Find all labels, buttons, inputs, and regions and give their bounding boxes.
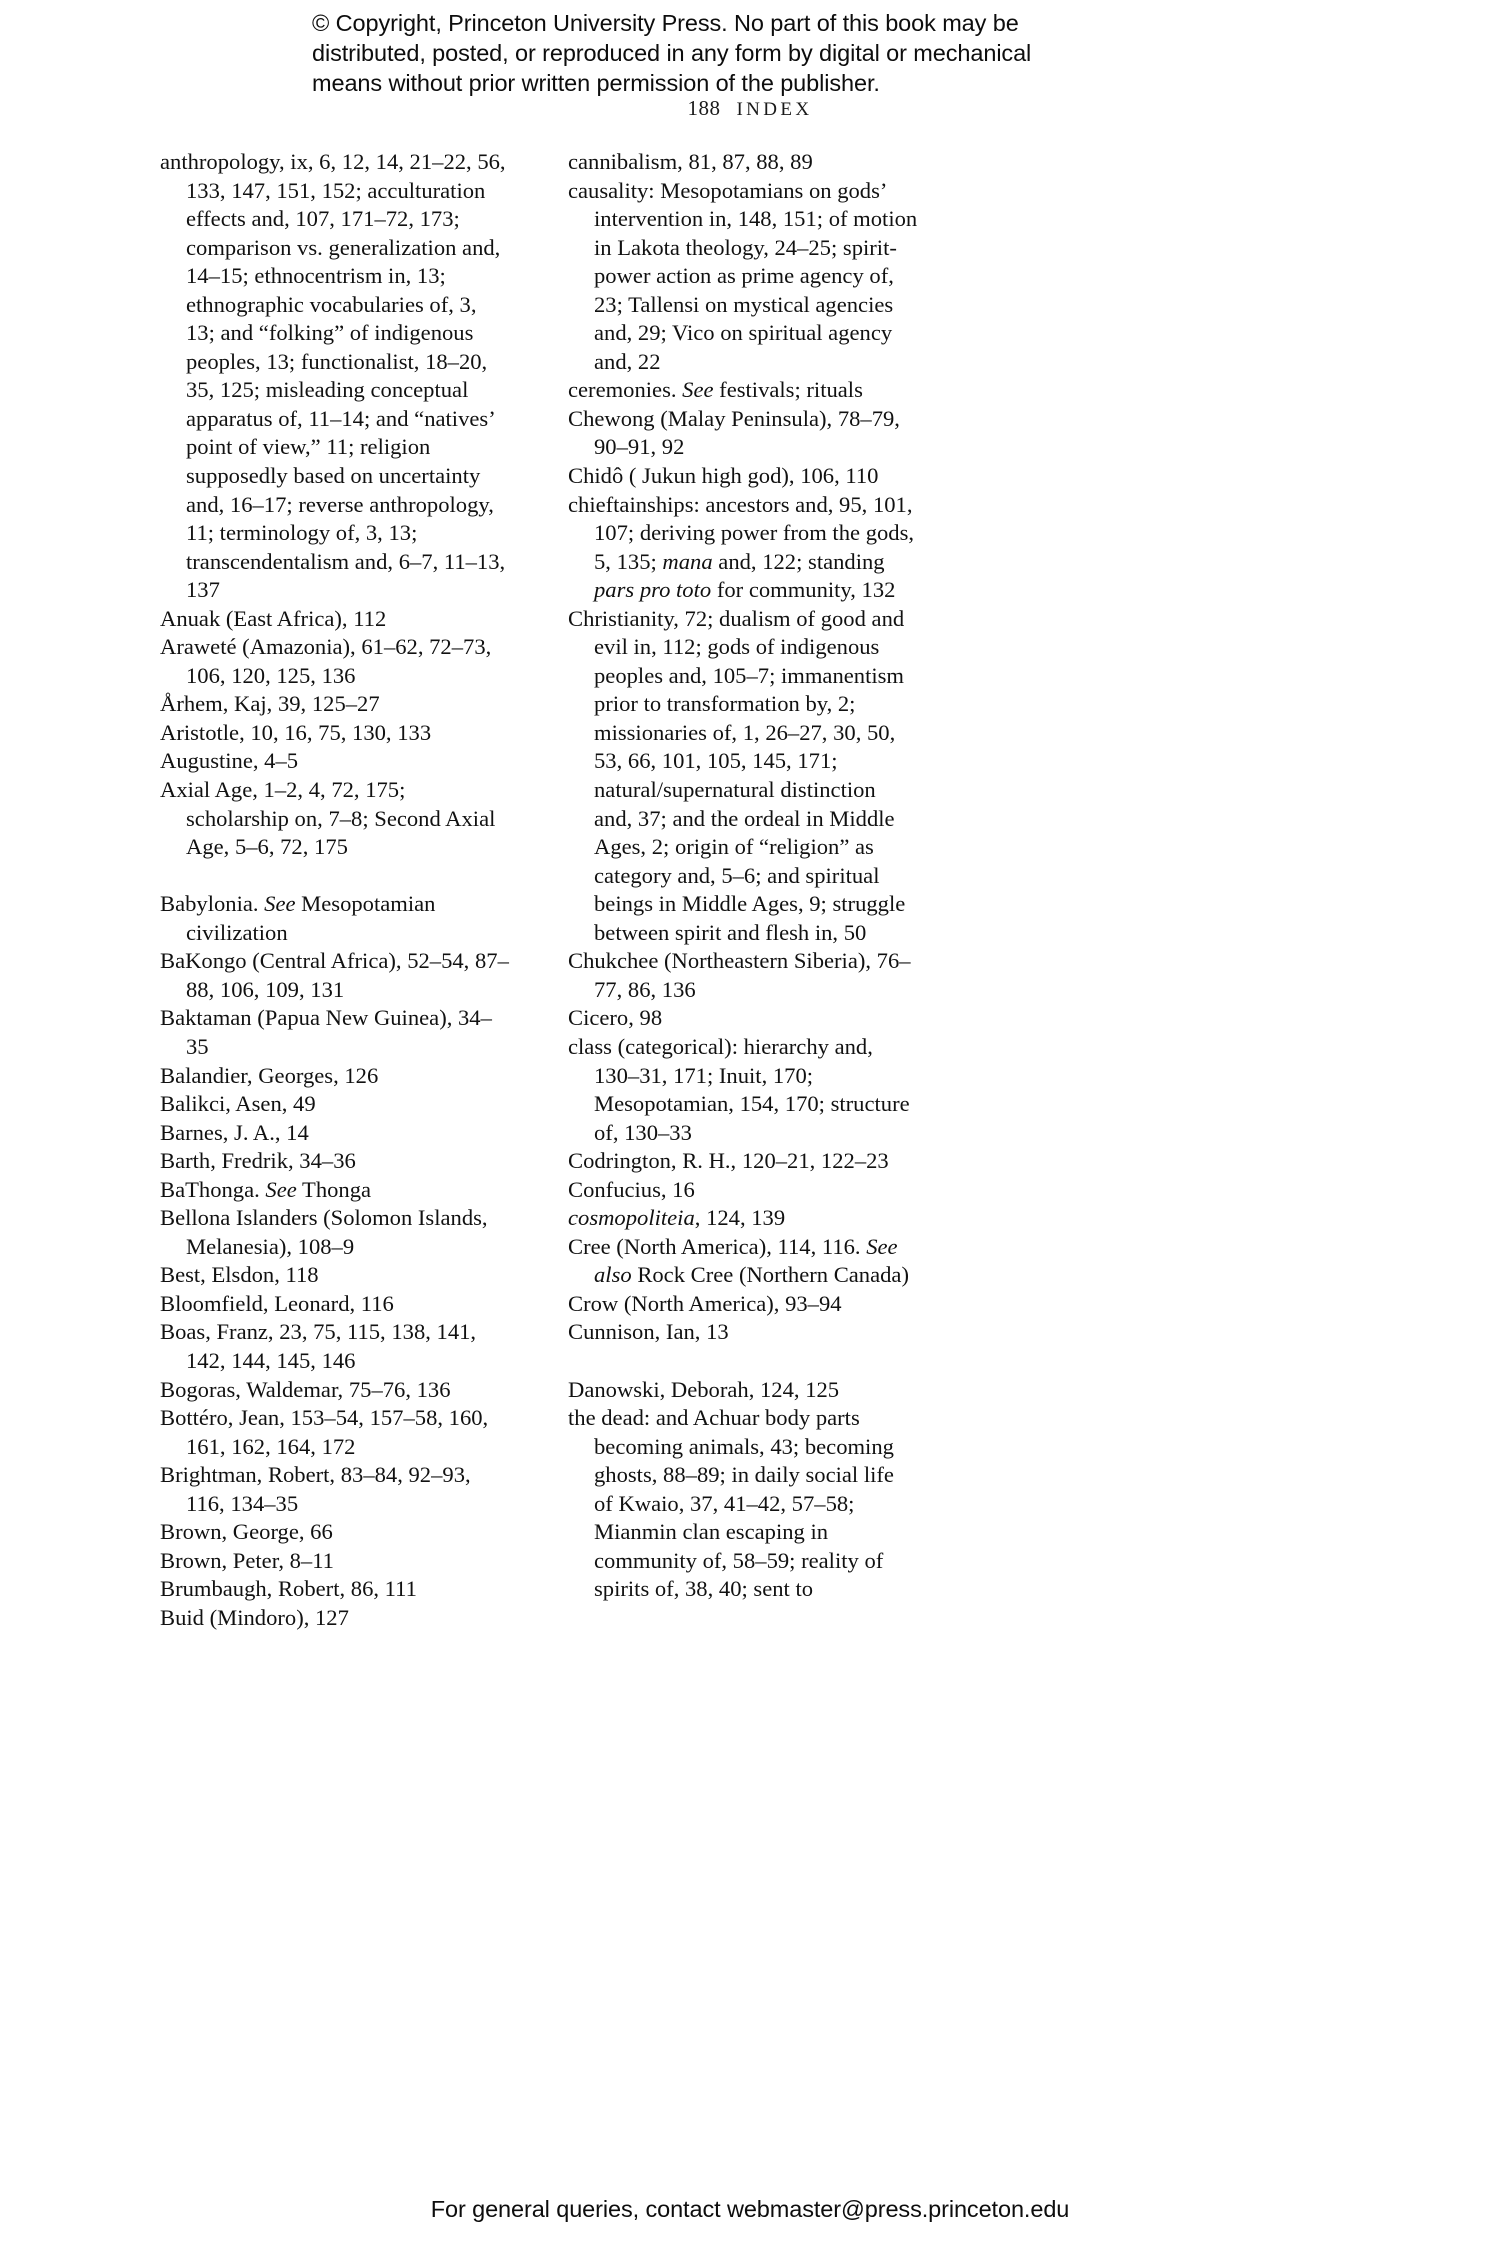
- running-head-label: INDEX: [736, 99, 813, 120]
- index-entry: Araweté (Amazonia), 61–62, 72–73, 106, 120, 125, 136: [160, 634, 492, 688]
- index-entry: Axial Age, 1–2, 4, 72, 175; scholarship on, 7–8; Second Axial Age, 5–6, 72, 175: [160, 777, 496, 860]
- index-entry: cosmopoliteia, 124, 139: [568, 1205, 786, 1231]
- index-letter-break: [568, 1347, 918, 1376]
- index-entry: Crow (North America), 93–94: [568, 1290, 842, 1316]
- index-entry: Cicero, 98: [568, 1005, 663, 1031]
- index-entry: class (categorical): hierarchy and, 130–31, 171; Inuit, 170; Mesopotamian, 154, 170; structure of, 130–33: [568, 1033, 910, 1145]
- index-entry: Baktaman (Papua New Guinea), 34–35: [160, 1005, 492, 1059]
- index-entry: Bloomfield, Leonard, 116: [160, 1290, 394, 1316]
- index-entry: Cunnison, Ian, 13: [568, 1319, 729, 1345]
- index-entry: BaThonga. See Thonga: [160, 1176, 372, 1202]
- index-entry: anthropology, ix, 6, 12, 14, 21–22, 56, 133, 147, 151, 152; acculturation effects and, 107, 171–72, 173; comparison vs. generalization and, 14–15; ethnocentrism in, 13; ethnographic vocabularies of, 3, 13; and “folking” of indigenous peoples, 13; functionalist, 18–20, 35, 125; misleading conceptual apparatus of, 11–14; and “natives’ point of view,” 11; religion supposedly based on uncertainty and, 16–17; reverse anthropology, 11; terminology of, 3, 13; transcendentalism and, 6–7, 11–13, 137: [160, 149, 506, 603]
- copyright-notice: [312, 8, 1192, 98]
- index-entry: Buid (Mindoro), 127: [160, 1604, 349, 1630]
- index-entry: Bogoras, Waldemar, 75–76, 136: [160, 1376, 451, 1402]
- index-letter-break: [160, 862, 510, 891]
- index-entry: Brightman, Robert, 83–84, 92–93, 116, 134–35: [160, 1462, 471, 1516]
- index-entry: Anuak (East Africa), 112: [160, 605, 387, 631]
- running-head: [0, 96, 1500, 121]
- index-entry: Bottéro, Jean, 153–54, 157–58, 160, 161, 162, 164, 172: [160, 1405, 489, 1459]
- index-entry: Brown, George, 66: [160, 1519, 333, 1545]
- index-entry: Codrington, R. H., 120–21, 122–23: [568, 1148, 889, 1174]
- index-entry: Chewong (Malay Peninsula), 78–79, 90–91, 92: [568, 405, 900, 460]
- index-columns: [160, 148, 1350, 1632]
- index-entry: Barnes, J. A., 14: [160, 1119, 309, 1145]
- index-entry: BaKongo (Central Africa), 52–54, 87–88, 106, 109, 131: [160, 948, 509, 1002]
- index-entry: Chidô ( Jukun high god), 106, 110: [568, 463, 879, 489]
- copyright-line-3: means without prior written permission of the publisher.: [312, 70, 880, 96]
- index-entry: Brumbaugh, Robert, 86, 111: [160, 1576, 417, 1602]
- index-entry: causality: Mesopotamians on gods’ intervention in, 148, 151; of motion in Lakota theology, 24–25; spirit-power action as prime agency of, 23; Tallensi on mystical agencies and, 29; Vico on spiritual agency and, 22: [568, 177, 918, 374]
- index-entry: cannibalism, 81, 87, 88, 89: [568, 149, 813, 174]
- index-entry: Chukchee (Northeastern Siberia), 76–77, 86, 136: [568, 948, 911, 1002]
- index-entry: Balikci, Asen, 49: [160, 1091, 316, 1117]
- index-entry: Aristotle, 10, 16, 75, 130, 133: [160, 719, 432, 745]
- page-footer: For general queries, contact webmaster@press.princeton.edu: [430, 2196, 1070, 2222]
- index-column-right: [568, 148, 918, 1632]
- index-entry: Christianity, 72; dualism of good and evil in, 112; gods of indigenous peoples and, 105–7; immanentism prior to transformation by, 2; missionaries of, 1, 26–27, 30, 50, 53, 66, 101, 105, 145, 171; natural/supernatural distinction and, 37; and the ordeal in Middle Ages, 2; origin of “religion” as category and, 5–6; and spiritual beings in Middle Ages, 9; struggle between spirit and flesh in, 50: [568, 605, 906, 945]
- index-entry: Confucius, 16: [568, 1176, 695, 1202]
- index-entry: ceremonies. See festivals; rituals: [568, 377, 863, 403]
- index-entry: the dead: and Achuar body parts becoming animals, 43; becoming ghosts, 88–89; in daily social life of Kwaio, 37, 41–42, 57–58; Mianmin clan escaping in community of, 58–59; reality of spirits of, 38, 40; sent to: [568, 1405, 894, 1602]
- index-column-left: [160, 148, 510, 1632]
- index-entry: Best, Elsdon, 118: [160, 1262, 319, 1288]
- index-entry: chieftainships: ancestors and, 95, 101, 107; deriving power from the gods, 5, 135; mana and, 122; standing pars pro toto for community, 132: [568, 491, 915, 603]
- index-entry: Danowski, Deborah, 124, 125: [568, 1376, 840, 1402]
- index-entry: Århem, Kaj, 39, 125–27: [160, 691, 380, 717]
- index-entry: Brown, Peter, 8–11: [160, 1547, 334, 1573]
- copyright-line-2: distributed, posted, or reproduced in any form by digital or mechanical: [312, 40, 1032, 66]
- index-entry: Augustine, 4–5: [160, 748, 299, 774]
- index-entry: Bellona Islanders (Solomon Islands, Melanesia), 108–9: [160, 1205, 488, 1259]
- index-entry: Cree (North America), 114, 116. See also Rock Cree (Northern Canada): [568, 1233, 909, 1288]
- copyright-line-1: © Copyright, Princeton University Press. No part of this book may be: [312, 10, 1019, 36]
- index-entry: Barth, Fredrik, 34–36: [160, 1148, 356, 1174]
- index-entry: Babylonia. See Mesopotamian civilization: [160, 891, 436, 945]
- page-number: 188: [687, 96, 721, 120]
- index-entry: Balandier, Georges, 126: [160, 1062, 379, 1088]
- index-entry: Boas, Franz, 23, 75, 115, 138, 141, 142, 144, 145, 146: [160, 1319, 477, 1374]
